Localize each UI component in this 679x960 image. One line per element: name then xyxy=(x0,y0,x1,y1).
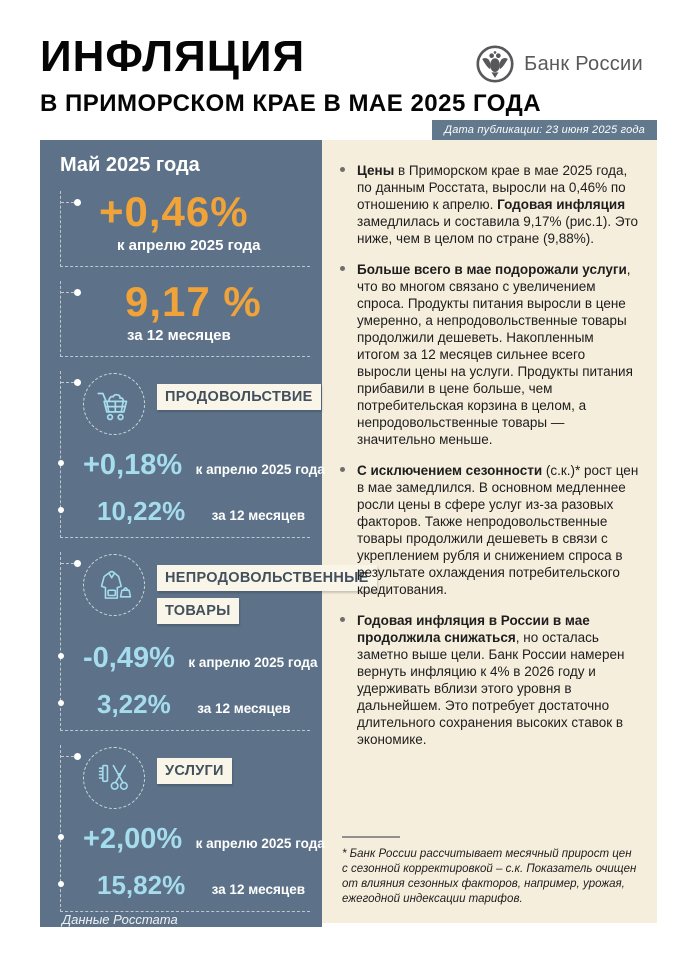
annual-change-label: за 12 месяцев xyxy=(197,700,291,716)
bank-logo xyxy=(475,44,643,84)
nonfood-monthly-row xyxy=(83,641,318,675)
monthly-inflation-label: к апрелю 2025 года xyxy=(117,237,261,254)
section-label: НЕПРОДОВОЛЬСТВЕННЫЕ ТОВАРЫ xyxy=(157,565,377,624)
section-label: УСЛУГИ xyxy=(157,758,232,784)
section-services xyxy=(60,745,325,912)
annual-change-label: за 12 месяцев xyxy=(211,881,306,897)
panel-heading: Май 2025 года xyxy=(60,154,200,176)
annual-change-value: 3,22% xyxy=(97,688,171,719)
monthly-change-value: +2,00% xyxy=(83,822,183,855)
food-monthly-row xyxy=(83,449,325,482)
section-food xyxy=(60,371,325,538)
monthly-change-label: к апрелю 2025 года xyxy=(195,462,325,477)
scissors-comb-icon xyxy=(93,757,135,799)
key-point: Цены в Приморском крае в мае 2025 года, по данным Росстата, выросли на 0,46% по отношению к апрелю. Годовая инфляция замедлилась и составила 9,17% (рис.1). Это ниже, чем в целом по стране (9,88%). xyxy=(336,162,639,247)
key-point: С исключением сезонности (с.к.)* рост цен в мае замедлился. В основном медленнее росли цены в сфере услуг из-за разовых факторов. Также непродовольственные товары продолжили дешеветь в связи с укреплением рубля и снижением спроса в результате охлаждения потребительского кредитования. xyxy=(336,462,639,598)
footnote-text: * Банк России рассчитывает месячный прирост цен с сезонной корректировкой – с.к. Показатель очищен от влияния сезонных факторов, например, урожая, ежегодной индексации тарифов. xyxy=(342,848,637,906)
food-icon-circle xyxy=(83,373,145,435)
annual-inflation-label: за 12 месяцев xyxy=(127,327,231,344)
annual-change-value: 15,82% xyxy=(97,869,186,900)
food-annual-row xyxy=(83,496,310,527)
commentary-panel xyxy=(322,140,657,923)
main-columns xyxy=(40,140,657,927)
bank-eagle-icon xyxy=(475,44,515,84)
section-label: ПРОДОВОЛЬСТВИЕ xyxy=(157,384,321,410)
clothing-bag-icon xyxy=(93,564,135,606)
headline-stat-annual xyxy=(60,278,310,357)
bank-logo-text: Банк России xyxy=(524,52,643,75)
services-icon-circle xyxy=(83,747,145,809)
data-source-note: Данные Росстата xyxy=(62,911,178,927)
nonfood-annual-row xyxy=(83,689,310,720)
monthly-change-value: +0,18% xyxy=(83,449,183,481)
footnote-divider xyxy=(342,836,400,838)
footnote-block xyxy=(336,836,639,907)
connector-dot xyxy=(74,560,81,567)
annual-change-label: за 12 месяцев xyxy=(211,508,306,523)
connector-dot xyxy=(74,289,81,296)
monthly-inflation-value: +0,46% xyxy=(99,188,249,235)
connector-dot xyxy=(74,199,81,206)
section-nonfood xyxy=(60,552,369,731)
key-point: Годовая инфляция в России в мае продолжила снижаться, но осталась заметно выше цели. Банк России намерен вернуть инфляцию к 4% в 2026 году и удерживать вблизи этого уровня в дальнейшем. Это потребует достаточно длительного сохранения высоких ставок в экономике. xyxy=(336,612,639,748)
annual-inflation-value: 9,17 % xyxy=(125,278,262,325)
services-annual-row xyxy=(83,870,310,901)
connector-dot xyxy=(74,753,81,760)
nonfood-icon-circle xyxy=(83,554,145,616)
monthly-change-label: к апрелю 2025 года xyxy=(195,835,325,851)
key-point: Больше всего в мае подорожали услуги, что во многом связано с увеличением спроса. Продукты питания выросли в цене умеренно, а непродовольственные товары продолжили дешеветь. Накопленным итогом за 12 месяцев сильнее всего выросли цены на услуги. Продукты питания прибавили в цене больше, чем потребительская корзина в целом, а непродовольственные товары — значительно меньше. xyxy=(336,261,639,448)
headline-stat-monthly xyxy=(60,188,310,267)
publication-date: Дата публикации: 23 июня 2025 года xyxy=(444,124,645,136)
connector-dot xyxy=(74,379,81,386)
key-points-list xyxy=(336,162,639,762)
food-cart-icon xyxy=(93,383,135,425)
publication-date-bar xyxy=(432,120,657,140)
page-subtitle: В ПРИМОРСКОМ КРАЕ В МАЕ 2025 ГОДА xyxy=(40,90,542,117)
monthly-change-label: к апрелю 2025 года xyxy=(188,654,318,670)
page-title: ИНФЛЯЦИЯ xyxy=(40,32,306,81)
services-monthly-row xyxy=(83,822,325,856)
annual-change-value: 10,22% xyxy=(97,496,186,526)
monthly-change-value: -0,49% xyxy=(83,641,175,674)
stats-panel xyxy=(40,140,369,927)
